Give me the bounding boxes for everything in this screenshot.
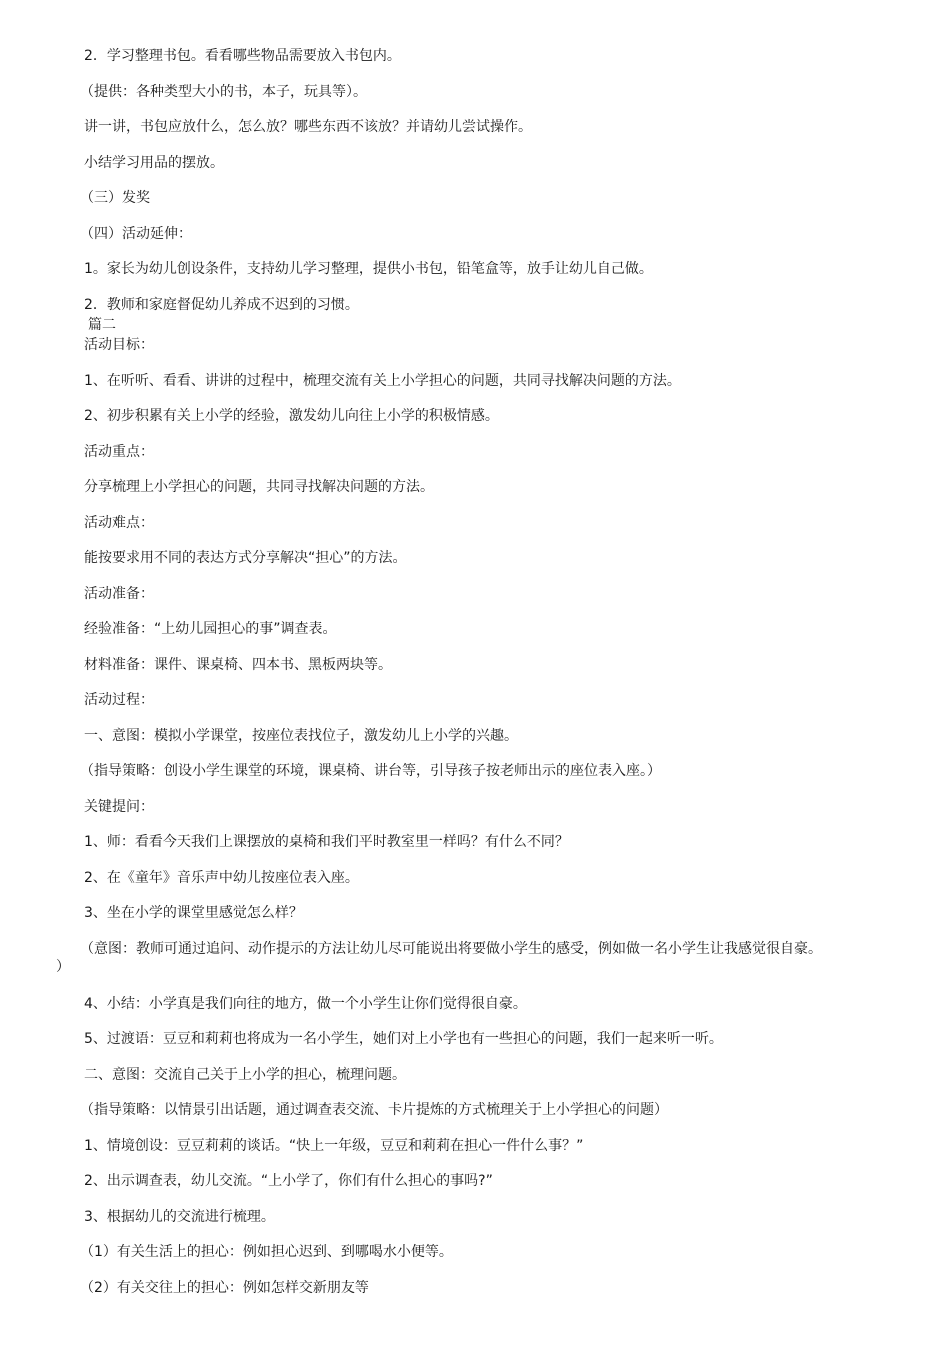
text-line: ）	[56, 959, 70, 975]
text-line: 3、根据幼儿的交流进行梳理。	[84, 1209, 275, 1225]
text-line: 能按要求用不同的表达方式分享解决“担心”的方法。	[84, 550, 407, 566]
text-line: 活动准备：	[84, 586, 154, 602]
text-line: 一、意图：模拟小学课堂，按座位表找位子，激发幼儿上小学的兴趣。	[84, 728, 518, 744]
text-line: 活动重点：	[84, 444, 154, 460]
text-line: 活动目标：	[84, 337, 154, 353]
text-line: 2、出示调查表，幼儿交流。“上小学了，你们有什么担心的事吗?”	[84, 1173, 493, 1189]
text-line: （意图：教师可通过追问、动作提示的方法让幼儿尽可能说出将要做小学生的感受，例如做一名小学生让我感觉很自豪。	[80, 941, 822, 957]
text-line: 2．学习整理书包。看看哪些物品需要放入书包内。	[84, 48, 401, 64]
text-line: 关键提问：	[84, 799, 154, 815]
text-line: 3、坐在小学的课堂里感觉怎么样？	[84, 905, 303, 921]
text-line: 1、情境创设：豆豆莉莉的谈话。“快上一年级，豆豆和莉莉在担心一件什么事？”	[84, 1138, 584, 1154]
text-line: （指导策略：以情景引出话题，通过调查表交流、卡片提炼的方式梳理关于上小学担心的问题）	[80, 1102, 668, 1118]
text-line: 1、师：看看今天我们上课摆放的桌椅和我们平时教室里一样吗？有什么不同？	[84, 834, 569, 850]
text-line: 2、在《童年》音乐声中幼儿按座位表入座。	[84, 870, 359, 886]
text-line: 5、过渡语：豆豆和莉莉也将成为一名小学生，她们对上小学也有一些担心的问题，我们一起来听一听。	[84, 1031, 723, 1047]
text-line: 1、在听听、看看、讲讲的过程中，梳理交流有关上小学担心的问题，共同寻找解决问题的方法。	[84, 373, 681, 389]
text-line: 二、意图：交流自己关于上小学的担心，梳理问题。	[84, 1067, 406, 1083]
text-line: （2）有关交往上的担心：例如怎样交新朋友等	[80, 1280, 369, 1296]
text-line: 材料准备：课件、课桌椅、四本书、黑板两块等。	[84, 657, 392, 673]
text-line: （三）发奖	[80, 190, 150, 206]
text-line: 小结学习用品的摆放。	[84, 155, 224, 171]
text-line: （1）有关生活上的担心：例如担心迟到、到哪喝水小便等。	[80, 1244, 453, 1260]
text-line: 经验准备：“上幼儿园担心的事”调查表。	[84, 621, 337, 637]
text-line: 2．教师和家庭督促幼儿养成不迟到的习惯。	[84, 297, 359, 313]
text-line: （四）活动延伸：	[80, 226, 192, 242]
text-line: （指导策略：创设小学生课堂的环境，课桌椅、讲台等，引导孩子按老师出示的座位表入座。）	[80, 763, 661, 779]
text-line: 2、初步积累有关上小学的经验，激发幼儿向往上小学的积极情感。	[84, 408, 499, 424]
section-heading: 篇二	[88, 317, 116, 333]
text-line: 1。家长为幼儿创设条件，支持幼儿学习整理，提供小书包，铅笔盒等，放手让幼儿自己做。	[84, 261, 653, 277]
text-line: 活动难点：	[84, 515, 154, 531]
text-line: 活动过程：	[84, 692, 154, 708]
text-line: 分享梳理上小学担心的问题，共同寻找解决问题的方法。	[84, 479, 434, 495]
text-line: 讲一讲，书包应放什么，怎么放？哪些东西不该放？并请幼儿尝试操作。	[84, 119, 532, 135]
text-line: （提供：各种类型大小的书，本子，玩具等）。	[80, 84, 367, 100]
text-line: 4、小结：小学真是我们向往的地方，做一个小学生让你们觉得很自豪。	[84, 996, 527, 1012]
